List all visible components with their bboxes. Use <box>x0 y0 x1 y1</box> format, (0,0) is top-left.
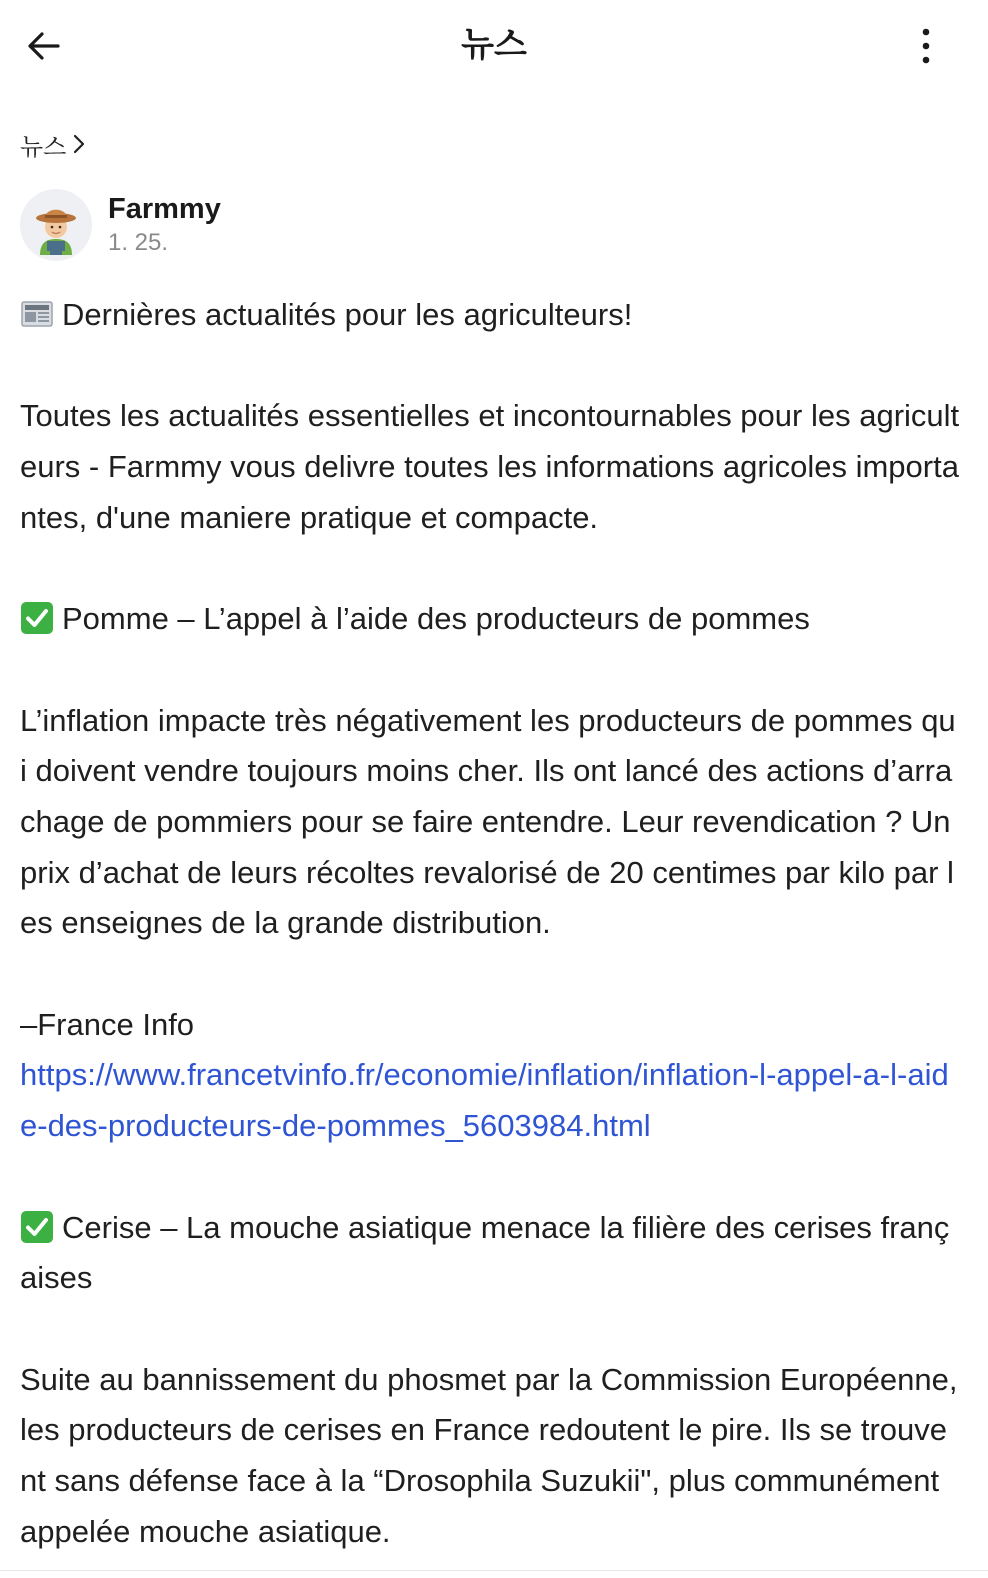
author-meta <box>108 191 221 259</box>
check-mark-icon <box>20 1209 54 1243</box>
more-options-button[interactable] <box>904 24 948 68</box>
chevron-right-icon <box>72 133 86 155</box>
more-vertical-icon <box>920 28 932 64</box>
farmer-avatar-icon <box>20 189 92 261</box>
section-1-source: –France Info <box>20 1006 195 1042</box>
avatar[interactable] <box>20 189 92 261</box>
section-1-title <box>20 594 960 645</box>
section-1-body: L’inflation impacte très négativement les producteurs de pommes qui doivent vendre toujours moins cher. Ils ont lancé des actions d’arrachage de pommiers pour se faire entendre. Leur revendication ? Un prix d’achat de leurs récoltes revalorisé de 20 centimes par kilo par les enseignes de la grande distribution. <box>20 702 956 941</box>
newspaper-icon <box>20 296 54 330</box>
check-mark-icon <box>20 600 54 634</box>
breadcrumb[interactable] <box>20 126 86 162</box>
section-2-title-text: Cerise – La mouche asiatique menace la filière des cerises françaises <box>20 1209 950 1296</box>
post-date: 1. 25. <box>108 229 169 256</box>
section-1-link[interactable]: https://www.francetvinfo.fr/economie/inflation/inflation-l-appel-a-l-aide-des-producteurs-de-pommes_5603984.html <box>20 1057 949 1144</box>
author-row <box>20 188 221 262</box>
app-header <box>0 0 988 92</box>
section-2-body: Suite au bannissement du phosmet par la Commission Européenne, les producteurs de cerises en France redoutent le pire. Ils se trouvent sans défense face à la “Drosophila Suzukii", plus communément appelée mouche asiatique. <box>20 1361 958 1549</box>
page-title: 뉴스 <box>461 25 527 65</box>
breadcrumb-label: 뉴스 <box>20 132 67 161</box>
author-name[interactable]: Farmmy <box>108 193 221 225</box>
post-content <box>20 290 960 1557</box>
post-intro: Toutes les actualités essentielles et incontournables pour les agriculteurs - Farmmy vous delivre toutes les informations agricoles importantes, d'une maniere pratique et compacte. <box>20 398 960 535</box>
post-headline-text: Dernières actualités pour les agriculteurs! <box>62 297 633 332</box>
divider <box>0 1570 988 1571</box>
section-1-title-text: Pomme – L’appel à l’aide des producteurs de pommes <box>62 601 810 637</box>
post-headline <box>20 290 960 341</box>
section-2-title <box>20 1203 960 1304</box>
